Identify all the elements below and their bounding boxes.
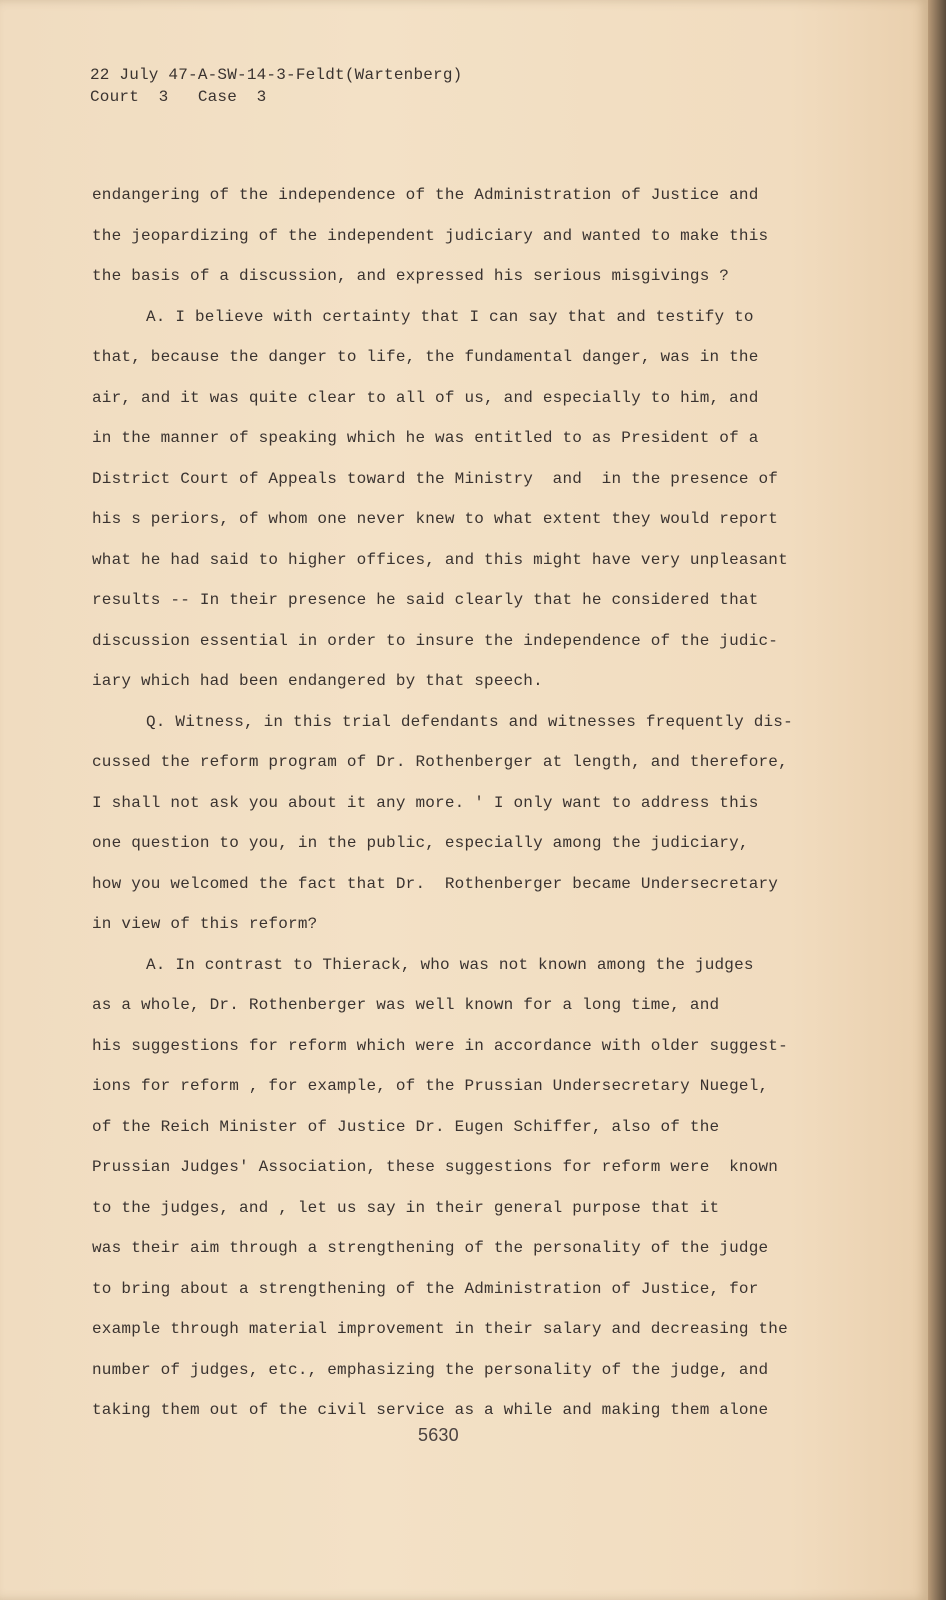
text-line: results -- In their presence he said clearly that he considered that [92, 591, 759, 609]
text-line: discussion essential in order to insure the independence of the judic- [92, 631, 779, 650]
text-line: endangering of the independence of the Administration of Justice and [92, 186, 759, 204]
text-line: A. In contrast to Thierack, who was not known among the judges [146, 955, 754, 974]
text-line: of the Reich Minister of Justice Dr. Eugen Schiffer, also of the [92, 1117, 720, 1136]
text-line: one question to you, in the public, especially among the judiciary, [92, 834, 749, 852]
text-line: in view of this reform? [92, 915, 318, 933]
text-line: example through material improvement in their salary and decreasing the [92, 1320, 788, 1338]
text-line: the jeopardizing of the independent judiciary and wanted to make this [92, 226, 769, 245]
text-line: his suggestions for reform which were in accordance with older suggest- [92, 1036, 788, 1055]
text-line: ions for reform , for example, of the Prussian Undersecretary Nuegel, [92, 1077, 769, 1095]
text-line: I shall not ask you about it any more. ' I only want to address this [92, 793, 759, 812]
header-line-2: Court 3 Case 3 [90, 88, 267, 106]
header-line-1: 22 July 47-A-SW-14-3-Feldt(Wartenberg) [90, 66, 463, 84]
text-line: his s periors, of whom one never knew to what extent they would report [92, 510, 779, 528]
text-line: what he had said to higher offices, and this might have very unpleasant [92, 550, 788, 569]
text-line: as a whole, Dr. Rothenberger was well known for a long time, and [92, 996, 720, 1014]
text-line: taking them out of the civil service as a while and making them alone [92, 1401, 769, 1419]
text-line: in the manner of speaking which he was entitled to as President of a [92, 429, 759, 447]
text-line: number of judges, etc., emphasizing the personality of the judge, and [92, 1360, 769, 1379]
text-line: District Court of Appeals toward the Ministry and in the presence of [92, 469, 779, 488]
page-edge [928, 0, 946, 1600]
page-number: 5630 [418, 1425, 459, 1445]
text-line: to bring about a strengthening of the Administration of Justice, for [92, 1279, 759, 1298]
text-line: that, because the danger to life, the fundamental danger, was in the [92, 348, 759, 366]
text-line: Q. Witness, in this trial defendants and witnesses frequently dis- [146, 712, 793, 731]
text-line: how you welcomed the fact that Dr. Rothenberger became Undersecretary [92, 874, 779, 893]
text-line: to the judges, and , let us say in their general purpose that it [92, 1198, 720, 1217]
text-line: the basis of a discussion, and expressed his serious misgivings ? [92, 267, 730, 285]
text-line: cussed the reform program of Dr. Rothenberger at length, and therefore, [92, 753, 788, 771]
text-line: A. I believe with certainty that I can say that and testify to [146, 307, 754, 326]
text-line: iary which had been endangered by that speech. [92, 672, 543, 690]
text-line: was their aim through a strengthening of the personality of the judge [92, 1239, 769, 1257]
text-line: air, and it was quite clear to all of us, and especially to him, and [92, 388, 759, 407]
text-line: Prussian Judges' Association, these suggestions for reform were known [92, 1158, 779, 1176]
